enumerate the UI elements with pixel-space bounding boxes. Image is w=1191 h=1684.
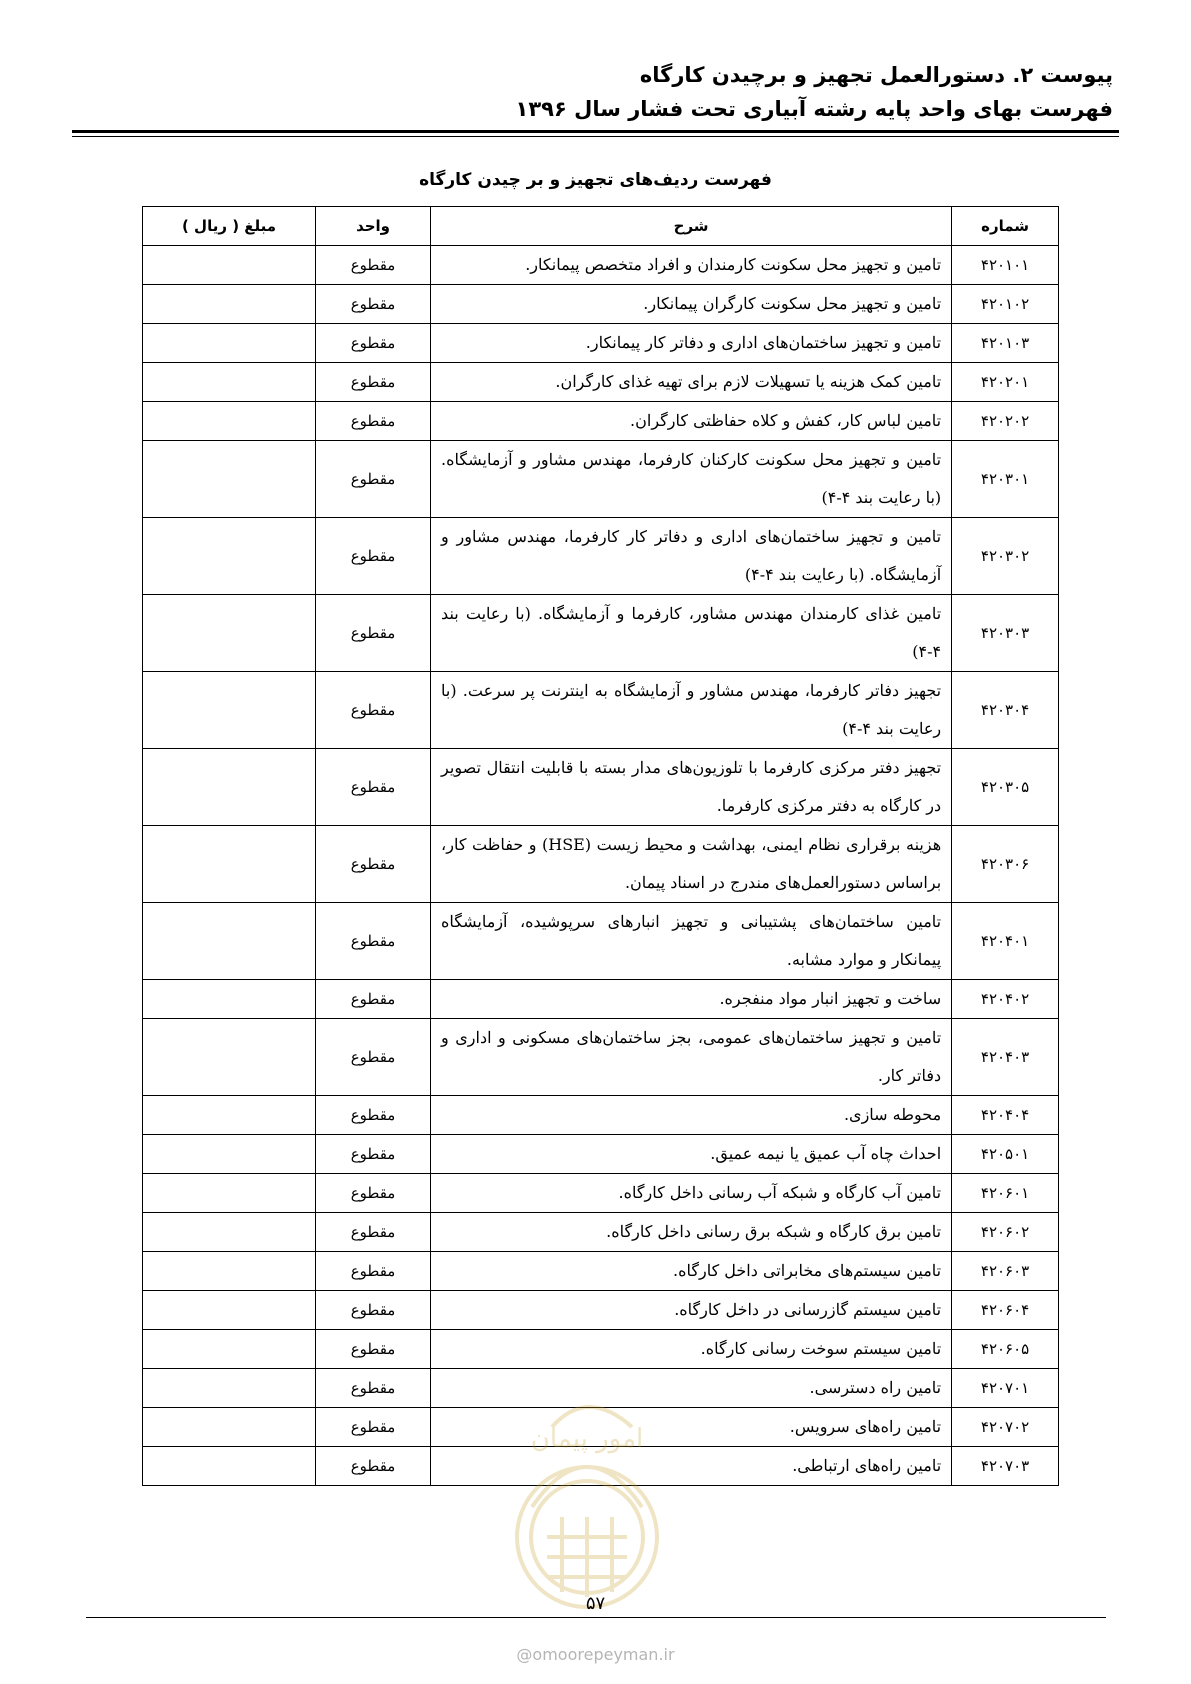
row-description: تامین آب کارگاه و شبکه آب رسانی داخل کارگاه. (431, 1174, 952, 1213)
row-description: تامین راه‌های سرویس. (431, 1408, 952, 1447)
row-description: تامین لباس کار، کفش و کلاه حفاظتی کارگران. (431, 402, 952, 441)
row-description: تامین برق کارگاه و شبکه برق رسانی داخل کارگاه. (431, 1213, 952, 1252)
table-row (143, 246, 1059, 285)
table-row (143, 363, 1059, 402)
row-number: ۴۲۰۷۰۲ (952, 1408, 1059, 1447)
table-row (143, 749, 1059, 826)
table-row (143, 826, 1059, 903)
row-description: تامین و تجهیز ساختمان‌های عمومی، بجز ساختمان‌های مسکونی و اداری و دفاتر کار. (431, 1019, 952, 1096)
column-header-description: شرح (431, 207, 952, 246)
table-row (143, 441, 1059, 518)
row-amount (143, 1447, 316, 1486)
row-description: تامین و تجهیز محل سکونت کارکنان کارفرما، مهندس مشاور و آزمایشگاه. (با رعایت بند ۴-۴) (431, 441, 952, 518)
site-watermark-text: @omoorepeyman.ir (516, 1645, 675, 1664)
row-unit: مقطوع (316, 402, 431, 441)
row-unit: مقطوع (316, 363, 431, 402)
row-amount (143, 402, 316, 441)
row-unit: مقطوع (316, 518, 431, 595)
row-amount (143, 1096, 316, 1135)
header-rule-thin (72, 136, 1119, 137)
header-rule-thick (72, 130, 1119, 133)
table-row (143, 324, 1059, 363)
table-row (143, 595, 1059, 672)
table-row (143, 1019, 1059, 1096)
row-amount (143, 749, 316, 826)
row-number: ۴۲۰۳۰۱ (952, 441, 1059, 518)
table-row (143, 903, 1059, 980)
row-unit: مقطوع (316, 1096, 431, 1135)
row-unit: مقطوع (316, 1252, 431, 1291)
column-header-unit: واحد (316, 207, 431, 246)
row-number: ۴۲۰۶۰۴ (952, 1291, 1059, 1330)
row-number: ۴۲۰۴۰۱ (952, 903, 1059, 980)
row-amount (143, 980, 316, 1019)
row-unit: مقطوع (316, 672, 431, 749)
table-row (143, 1330, 1059, 1369)
row-description: تامین ساختمان‌های پشتیبانی و تجهیز انبارهای سرپوشیده، آزمایشگاه پیمانکار و موارد مشابه. (431, 903, 952, 980)
row-description: تامین سیستم سوخت رسانی کارگاه. (431, 1330, 952, 1369)
table-row (143, 1213, 1059, 1252)
row-amount (143, 672, 316, 749)
row-number: ۴۲۰۱۰۲ (952, 285, 1059, 324)
row-number: ۴۲۰۱۰۳ (952, 324, 1059, 363)
row-amount (143, 285, 316, 324)
row-amount (143, 1408, 316, 1447)
row-number: ۴۲۰۱۰۱ (952, 246, 1059, 285)
row-unit: مقطوع (316, 749, 431, 826)
row-unit: مقطوع (316, 1135, 431, 1174)
row-unit: مقطوع (316, 1408, 431, 1447)
row-unit: مقطوع (316, 1213, 431, 1252)
row-amount (143, 903, 316, 980)
row-description: تامین و تجهیز محل سکونت کارگران پیمانکار. (431, 285, 952, 324)
row-amount (143, 826, 316, 903)
row-description: تامین راه‌های ارتباطی. (431, 1447, 952, 1486)
row-number: ۴۲۰۳۰۴ (952, 672, 1059, 749)
row-description: تجهیز دفتر مرکزی کارفرما با تلوزیون‌های مدار بسته با قابلیت انتقال تصویر در کارگاه به دفتر مرکزی کارفرما. (431, 749, 952, 826)
row-description: تامین غذای کارمندان مهندس مشاور، کارفرما و آزمایشگاه. (با رعایت بند ۴-۴) (431, 595, 952, 672)
table-row (143, 1252, 1059, 1291)
table-header-row (143, 207, 1059, 246)
page-number: ۵۷ (585, 1593, 606, 1614)
row-unit: مقطوع (316, 826, 431, 903)
row-number: ۴۲۰۳۰۶ (952, 826, 1059, 903)
row-unit: مقطوع (316, 1019, 431, 1096)
row-number: ۴۲۰۴۰۴ (952, 1096, 1059, 1135)
row-number: ۴۲۰۷۰۳ (952, 1447, 1059, 1486)
row-description: تامین و تجهیز محل سکونت کارمندان و افراد متخصص پیمانکار. (431, 246, 952, 285)
row-amount (143, 246, 316, 285)
row-amount (143, 1291, 316, 1330)
table-row (143, 518, 1059, 595)
row-description: احداث چاه آب عمیق یا نیمه عمیق. (431, 1135, 952, 1174)
row-description: تامین راه دسترسی. (431, 1369, 952, 1408)
table-row (143, 672, 1059, 749)
row-description: تامین کمک هزینه یا تسهیلات لازم برای تهیه غذای کارگران. (431, 363, 952, 402)
row-unit: مقطوع (316, 1447, 431, 1486)
table-row (143, 1174, 1059, 1213)
page-header (73, 58, 1113, 126)
row-amount (143, 1213, 316, 1252)
row-amount (143, 1369, 316, 1408)
row-number: ۴۲۰۳۰۳ (952, 595, 1059, 672)
table-row (143, 402, 1059, 441)
table-row (143, 285, 1059, 324)
row-description: تامین و تجهیز ساختمان‌های اداری و دفاتر کار کارفرما، مهندس مشاور و آزمایشگاه. (با رعایت بند ۴-۴) (431, 518, 952, 595)
row-amount (143, 595, 316, 672)
row-amount (143, 1174, 316, 1213)
table-body (143, 246, 1059, 1486)
row-unit: مقطوع (316, 246, 431, 285)
row-unit: مقطوع (316, 1369, 431, 1408)
row-amount (143, 1330, 316, 1369)
table-row (143, 1135, 1059, 1174)
row-unit: مقطوع (316, 441, 431, 518)
row-amount (143, 324, 316, 363)
table-row (143, 1096, 1059, 1135)
row-unit: مقطوع (316, 980, 431, 1019)
table-title: فهرست ردیف‌های تجهیز و بر چیدن کارگاه (419, 170, 772, 190)
row-unit: مقطوع (316, 324, 431, 363)
watermark-logo-text: امور پیمان (530, 1424, 644, 1454)
row-amount (143, 1135, 316, 1174)
watermark-logo (492, 1387, 682, 1627)
row-number: ۴۲۰۲۰۲ (952, 402, 1059, 441)
column-header-number: شماره (952, 207, 1059, 246)
row-number: ۴۲۰۲۰۱ (952, 363, 1059, 402)
footer-rule (86, 1617, 1106, 1618)
row-number: ۴۲۰۶۰۱ (952, 1174, 1059, 1213)
row-number: ۴۲۰۴۰۲ (952, 980, 1059, 1019)
row-description: تامین سیستم گازرسانی در داخل کارگاه. (431, 1291, 952, 1330)
row-description: ساخت و تجهیز انبار مواد منفجره. (431, 980, 952, 1019)
row-unit: مقطوع (316, 1174, 431, 1213)
row-number: ۴۲۰۵۰۱ (952, 1135, 1059, 1174)
row-number: ۴۲۰۶۰۵ (952, 1330, 1059, 1369)
row-description: محوطه سازی. (431, 1096, 952, 1135)
header-appendix-title: پیوست ۲. دستورالعمل تجهیز و برچیدن کارگاه (639, 63, 1113, 87)
row-amount (143, 1019, 316, 1096)
items-table (142, 206, 1059, 1486)
row-number: ۴۲۰۷۰۱ (952, 1369, 1059, 1408)
column-header-amount: مبلغ ( ریال ) (143, 207, 316, 246)
row-number: ۴۲۰۳۰۵ (952, 749, 1059, 826)
row-unit: مقطوع (316, 1330, 431, 1369)
row-unit: مقطوع (316, 595, 431, 672)
row-amount (143, 1252, 316, 1291)
table-row (143, 1291, 1059, 1330)
row-number: ۴۲۰۴۰۳ (952, 1019, 1059, 1096)
header-price-list-title: فهرست بهای واحد پایه رشته آبیاری تحت فشار سال ۱۳۹۶ (515, 97, 1113, 121)
row-unit: مقطوع (316, 1291, 431, 1330)
row-number: ۴۲۰۶۰۲ (952, 1213, 1059, 1252)
row-amount (143, 441, 316, 518)
row-description: تامین سیستم‌های مخابراتی داخل کارگاه. (431, 1252, 952, 1291)
row-amount (143, 518, 316, 595)
row-unit: مقطوع (316, 285, 431, 324)
row-unit: مقطوع (316, 903, 431, 980)
row-amount (143, 363, 316, 402)
row-description: هزینه برقراری نظام ایمنی، بهداشت و محیط زیست (HSE) و حفاظت کار، براساس دستورالعمل‌های مندرج در اسناد پیمان. (431, 826, 952, 903)
row-number: ۴۲۰۶۰۳ (952, 1252, 1059, 1291)
row-description: تامین و تجهیز ساختمان‌های اداری و دفاتر کار پیمانکار. (431, 324, 952, 363)
row-description: تجهیز دفاتر کارفرما، مهندس مشاور و آزمایشگاه به اینترنت پر سرعت. (با رعایت بند ۴-۴) (431, 672, 952, 749)
table-row (143, 980, 1059, 1019)
row-number: ۴۲۰۳۰۲ (952, 518, 1059, 595)
